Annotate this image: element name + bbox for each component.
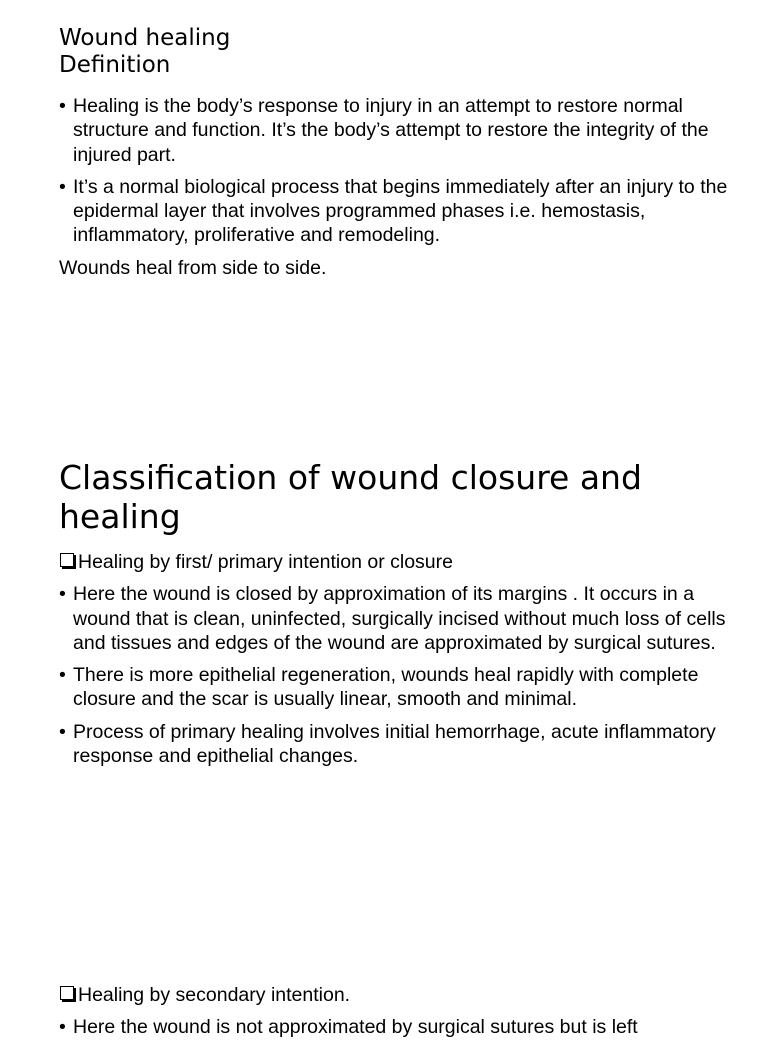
list-item [59, 663, 729, 712]
primary-intention-section [59, 550, 729, 776]
primary-bullet-3: Process of primary healing involves initial hemorrhage, acute inflammatory response and epithelial changes. [73, 720, 716, 768]
primary-intention-heading [59, 550, 729, 574]
list-item [59, 175, 729, 248]
checkbox-square-icon [60, 553, 74, 567]
subtitle-definition: Definition [59, 52, 171, 78]
definition-list [59, 94, 729, 280]
definition-bullet-2: It’s a normal biological process that begins immediately after an injury to the epidermal layer that involves programmed phases i.e. hemostasis, inflammatory, proliferative and remodeling. [73, 175, 728, 247]
checkbox-square-icon [60, 986, 74, 1000]
definition-bullet-1: Healing is the body’s response to injury in an attempt to restore normal structure and function. It’s the body’s attempt to restore the integrity of the injured part. [73, 95, 709, 166]
list-item [59, 94, 729, 167]
section-title [59, 25, 230, 79]
primary-bullet-1: Here the wound is closed by approximation of its margins . It occurs in a wound that is clean, uninfected, surgically incised without much loss of cells and tissues and edges of the wound are approximated by surgical sutures. [73, 583, 726, 654]
bullet-icon: • [59, 1016, 66, 1039]
secondary-bullet-1: Here the wound is not approximated by surgical sutures but is left [73, 1016, 638, 1039]
bullet-icon: • [59, 664, 66, 687]
primary-bullet-2: There is more epithelial regeneration, wounds heal rapidly with complete closure and the scar is usually linear, smooth and minimal. [73, 664, 699, 711]
list-item [59, 720, 729, 769]
secondary-heading-text: Healing by secondary intention. [78, 984, 351, 1006]
title-wound-healing: Wound healing [59, 25, 231, 51]
secondary-intention-section [59, 983, 729, 1048]
list-item [59, 582, 729, 655]
bullet-icon: • [59, 175, 66, 198]
primary-heading-text: Healing by first/ primary intention or closure [78, 551, 453, 573]
list-item [59, 1015, 729, 1039]
bullet-icon: • [59, 720, 66, 743]
bullet-icon: • [59, 95, 66, 117]
classification-title: Classification of wound closure and healing [59, 458, 642, 536]
secondary-intention-heading [59, 983, 729, 1007]
bullet-icon: • [59, 583, 66, 606]
wounds-heal-note: Wounds heal from side to side. [59, 256, 327, 279]
